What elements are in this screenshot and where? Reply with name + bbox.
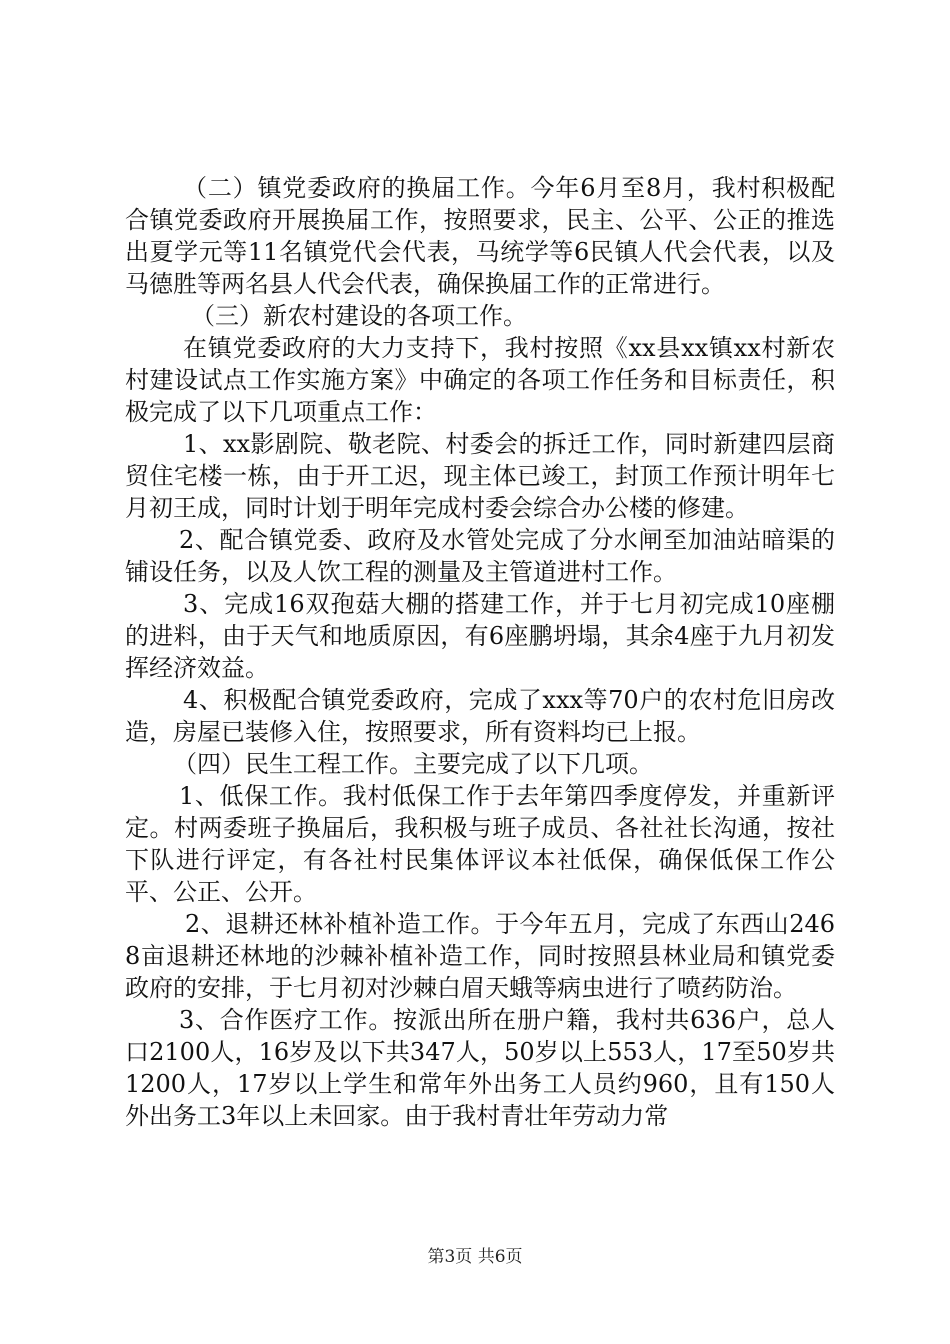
paragraph-new-village-heading: （三）新农村建设的各项工作。: [191, 302, 527, 330]
paragraph-item-2-reforestation: 2、退耕还林补植补造工作。于今年五月，完成了东西山2468亩退耕还林地的沙棘补植补造工作，同时按照县林业局和镇党委政府的安排，于七月初对沙棘白眉天蛾等病虫进行了喷药防治。: [125, 910, 835, 1002]
document-body: [125, 172, 835, 1132]
paragraph-new-village-intro: 在镇党委政府的大力支持下，我村按照《xx县xx镇xx村新农村建设试点工作实施方案》中确定的各项工作任务和目标责任，积极完成了以下几项重点工作：: [125, 334, 835, 426]
page-footer: 第3页 共6页: [427, 1247, 523, 1267]
paragraph-item-3-greenhouse: 3、完成16双孢菇大棚的搭建工作，并于七月初完成10座棚的进料，由于天气和地质原因，有6座鹏坍塌，其余4座于九月初发挥经济效益。: [125, 590, 835, 682]
paragraph-election-work: （二）镇党委政府的换届工作。今年6月至8月，我村积极配合镇党委政府开展换届工作，按照要求，民主、公平、公正的推选出夏学元等11名镇党代会代表，马统学等6民镇人代会代表，以及马德胜等两名县人代会代表，确保换届工作的正常进行。: [125, 174, 835, 298]
paragraph-item-4-housing: 4、积极配合镇党委政府，完成了xxx等70户的农村危旧房改造，房屋已装修入住，按照要求，所有资料均已上报。: [125, 686, 835, 746]
paragraph-item-1-subsistence: 1、低保工作。我村低保工作于去年第四季度停发，并重新评定。村两委班子换届后，我积极与班子成员、各社社长沟通，按社下队进行评定，有各社村民集体评议本社低保，确保低保工作公平、公正、公开。: [125, 782, 835, 906]
paragraph-item-1-demolition: 1、xx影剧院、敬老院、村委会的拆迁工作，同时新建四层商贸住宅楼一栋，由于开工迟，现主体已竣工，封顶工作预计明年七月初王成，同时计划于明年完成村委会综合办公楼的修建。: [125, 430, 835, 522]
paragraph-item-2-canal: 2、配合镇党委、政府及水管处完成了分水闸至加油站暗渠的铺设任务，以及人饮工程的测量及主管道进村工作。: [125, 526, 835, 586]
paragraph-item-3-medical: 3、合作医疗工作。按派出所在册户籍，我村共636户，总人口2100人，16岁及以下共347人，50岁以上553人，17至50岁共1200人，17岁以上学生和常年外出务工人员约960，且有150人外出务工3年以上未回家。由于我村青壮年劳动力常: [125, 1006, 835, 1130]
paragraph-livelihood-heading: （四）民生工程工作。主要完成了以下几项。: [173, 750, 653, 778]
